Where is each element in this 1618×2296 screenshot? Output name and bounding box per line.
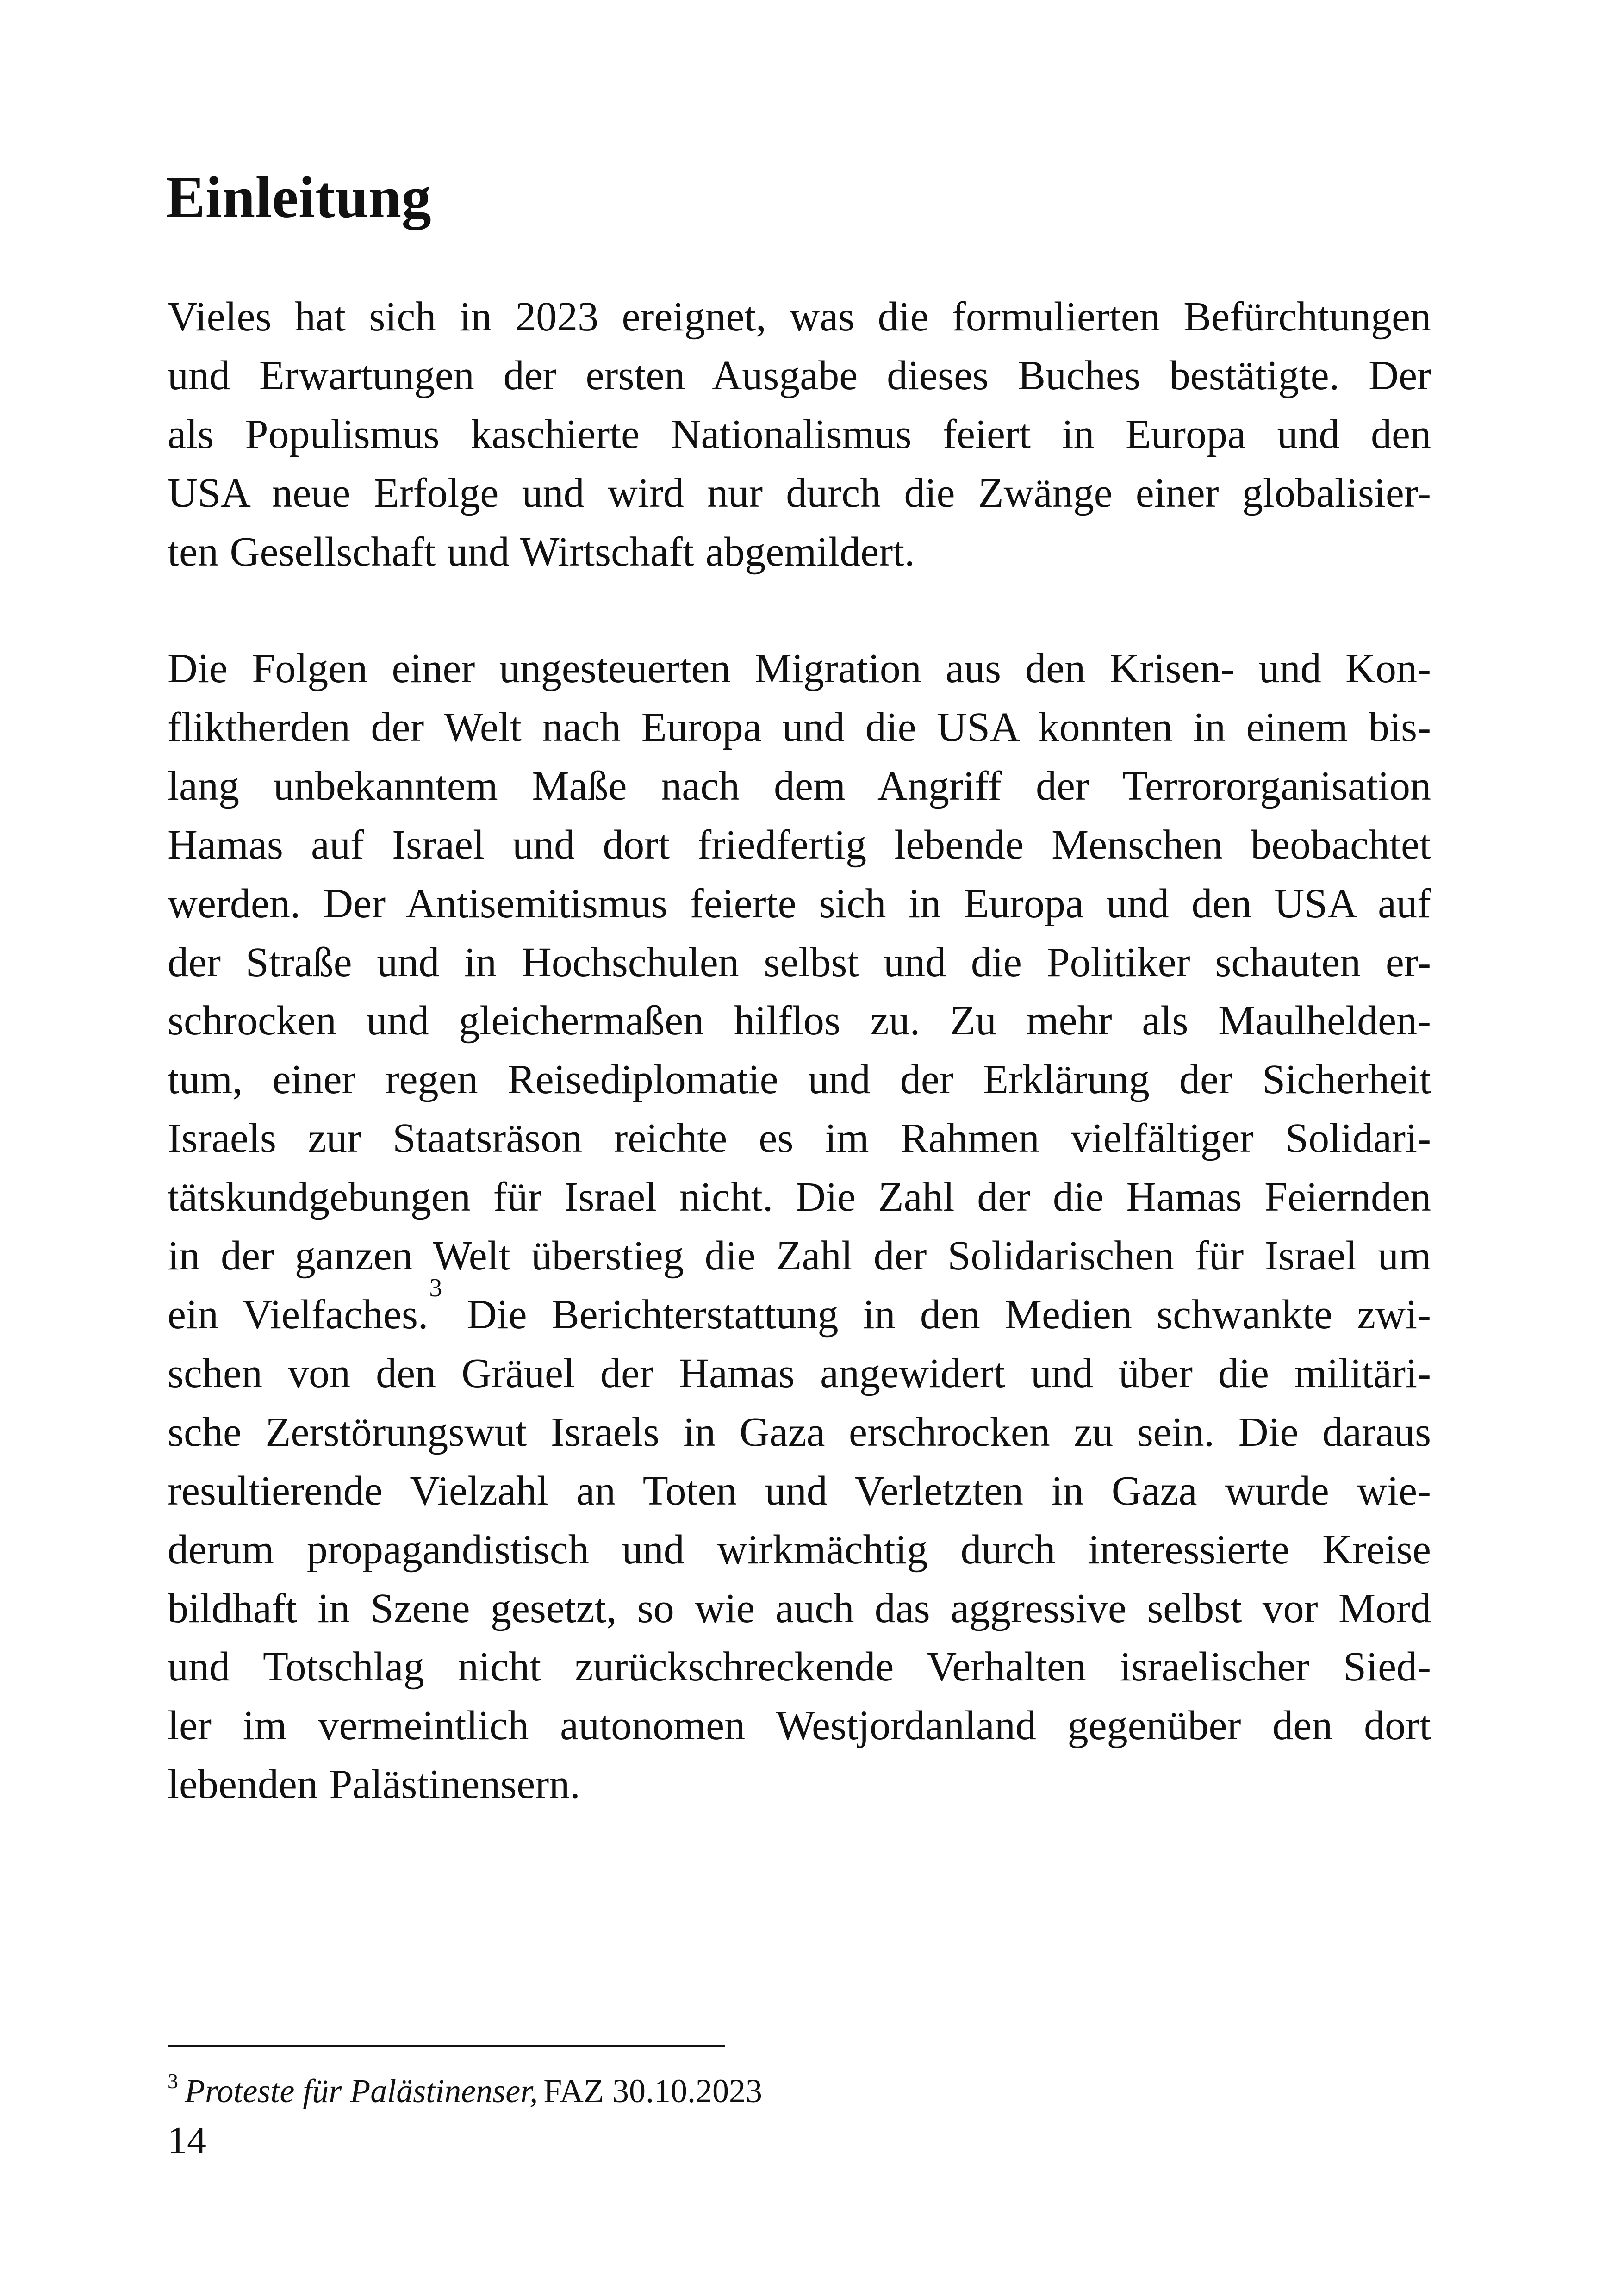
text-line: und Erwartungen der ersten Ausgabe dieses Buches bestätigte. Der <box>168 352 1431 398</box>
text-line: USA neue Erfolge und wird nur durch die Zwänge einer globalisier- <box>168 470 1431 516</box>
text-line: ten Gesellschaft und Wirtschaft abgemildert. <box>168 529 915 575</box>
text-line: in der ganzen Welt überstieg die Zahl der Solidarischen für Israel um <box>168 1233 1431 1279</box>
text-line: der Straße und in Hochschulen selbst und die Politiker schauten er- <box>168 939 1431 985</box>
body-paragraph <box>168 288 1431 582</box>
text-fragment: Die Berichterstattung in den Medien schwankte zwi- <box>442 1291 1431 1338</box>
text-line: tätskundgebungen für Israel nicht. Die Zahl der die Hamas Feiernden <box>168 1174 1431 1220</box>
footnote-title: Proteste für Palästinenser, <box>185 2072 538 2109</box>
text-line: Israels zur Staatsräson reichte es im Rahmen vielfältiger Solidari- <box>168 1115 1431 1162</box>
text-line: derum propagandistisch und wirkmächtig durch interessierte Kreise <box>168 1526 1431 1573</box>
text-line: lebenden Palästinensern. <box>168 1761 580 1808</box>
footnote-reference[interactable]: 3 <box>429 1273 442 1302</box>
text-line: Hamas auf Israel und dort friedfertig lebende Menschen beobachtet <box>168 821 1431 868</box>
text-line: sche Zerstörungswut Israels in Gaza erschrocken zu sein. Die daraus <box>168 1409 1431 1455</box>
footnote-separator <box>168 2045 725 2047</box>
text-line: fliktherden der Welt nach Europa und die USA konnten in einem bis- <box>168 704 1431 750</box>
page-number: 14 <box>168 2119 206 2162</box>
text-line: Vieles hat sich in 2023 ereignet, was die formulierten Befürchtungen <box>168 294 1431 340</box>
text-line: bildhaft in Szene gesetzt, so wie auch das aggressive selbst vor Mord <box>168 1585 1431 1631</box>
text-line-with-footnote-reference <box>168 1273 1431 1344</box>
footnote-mark: 3 <box>168 2069 178 2093</box>
footnote <box>168 2069 762 2117</box>
text-line: Die Folgen einer ungesteuerten Migration aus den Krisen- und Kon- <box>168 646 1431 691</box>
text-line: lang unbekanntem Maße nach dem Angriff der Terrororganisation <box>168 763 1431 809</box>
text-line: tum, einer regen Reisediplomatie und der Erklärung der Sicherheit <box>168 1057 1431 1103</box>
body-paragraph <box>168 640 1431 1814</box>
text-line: schrocken und gleichermaßen hilflos zu. Zu mehr als Maulhelden- <box>168 998 1431 1044</box>
text-line: schen von den Gräuel der Hamas angewidert und über die militäri- <box>168 1350 1431 1396</box>
text-line: resultierende Vielzahl an Toten und Verletzten in Gaza wurde wie- <box>168 1468 1431 1514</box>
text-line: und Totschlag nicht zurückschreckende Verhalten israelischer Sied- <box>168 1644 1431 1690</box>
footnote-source: FAZ 30.10.2023 <box>543 2072 762 2109</box>
text-fragment: ein Vielfaches. <box>168 1291 429 1338</box>
text-line: werden. Der Antisemitismus feierte sich in Europa und den USA auf <box>168 880 1431 927</box>
text-line: als Populismus kaschierte Nationalismus feiert in Europa und den <box>168 411 1431 457</box>
chapter-heading: Einleitung <box>166 164 432 230</box>
text-line: ler im vermeintlich autonomen Westjordanland gegenüber den dort <box>168 1703 1431 1749</box>
